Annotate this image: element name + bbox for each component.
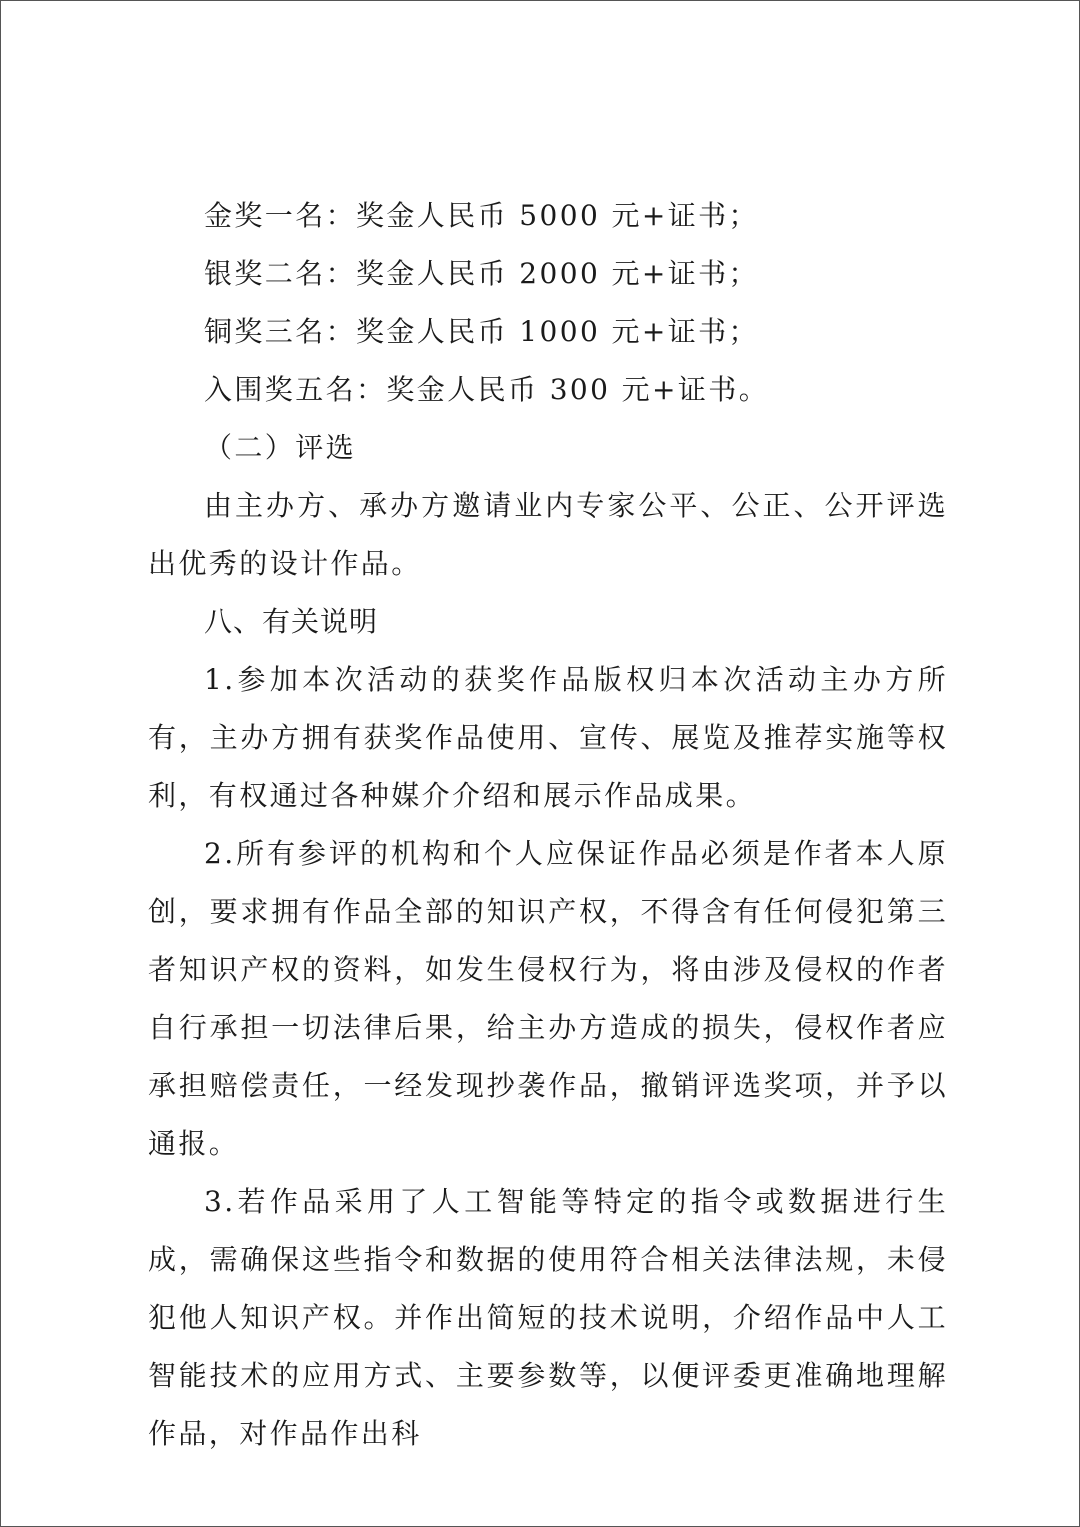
- note-item-3: 3.若作品采用了人工智能等特定的指令或数据进行生成，需确保这些指令和数据的使用符合相关法律法规，未侵犯他人知识产权。并作出简短的技术说明，介绍作品中人工智能技术的应用方式、主要参数等，以便评委更准确地理解作品，对作品作出科: [148, 1185, 948, 1450]
- award-silver: 银奖二名：奖金人民币 2000 元+证书；: [204, 257, 759, 290]
- section-notes-heading: 八、有关说明: [204, 605, 379, 638]
- section-selection-heading: （二）评选: [204, 431, 357, 464]
- section-selection-body: 由主办方、承办方邀请业内专家公平、公正、公开评选出优秀的设计作品。: [148, 489, 948, 580]
- note-item-1: 1.参加本次活动的获奖作品版权归本次活动主办方所有，主办方拥有获奖作品使用、宣传、展览及推荐实施等权利，有权通过各种媒介介绍和展示作品成果。: [148, 663, 948, 812]
- document-body: [148, 187, 948, 1463]
- award-gold: 金奖一名：奖金人民币 5000 元+证书；: [204, 199, 759, 232]
- note-item-2: 2.所有参评的机构和个人应保证作品必须是作者本人原创，要求拥有作品全部的知识产权，不得含有任何侵犯第三者知识产权的资料，如发生侵权行为，将由涉及侵权的作者自行承担一切法律后果，给主办方造成的损失，侵权作者应承担赔偿责任，一经发现抄袭作品，撤销评选奖项，并予以通报。: [148, 837, 948, 1160]
- award-finalist: 入围奖五名：奖金人民币 300 元+证书。: [204, 373, 770, 406]
- award-bronze: 铜奖三名：奖金人民币 1000 元+证书；: [204, 315, 759, 348]
